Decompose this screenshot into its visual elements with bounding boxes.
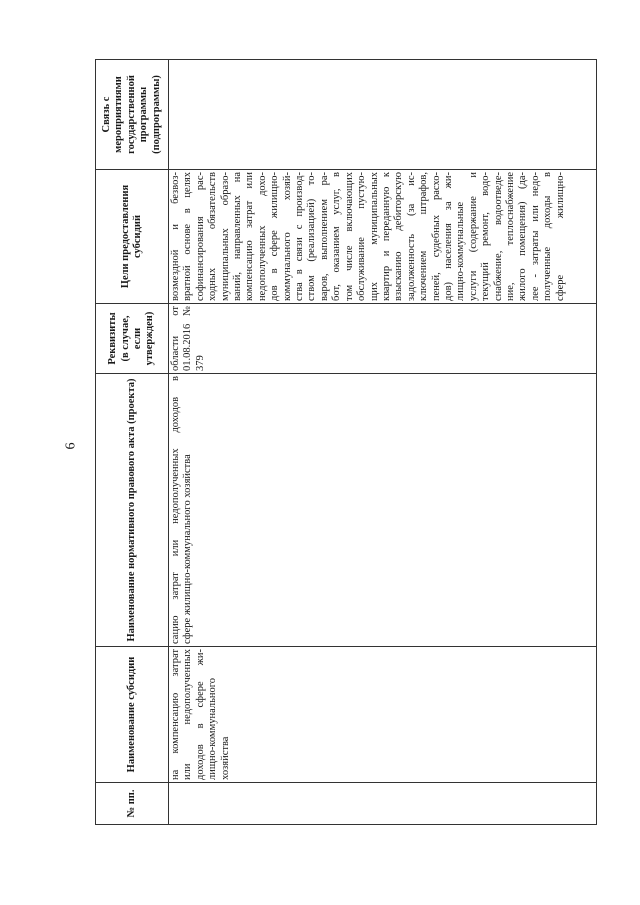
text-line: дов в сфере жилищно- [269, 172, 281, 301]
subsidies-table [95, 59, 597, 825]
text-line: недополученных дохо- [256, 172, 268, 301]
text-line: задолженность (за ис- [405, 172, 417, 301]
cell-link [169, 60, 597, 170]
text-line: доходов в сфере жи- [194, 649, 206, 780]
cell-act [169, 374, 597, 647]
text-line: муниципальных образо- [219, 172, 231, 301]
text-line: квартир и переданную к [380, 172, 392, 301]
text-line: 01.08.2016 № [182, 306, 194, 371]
text-line: лищно-коммунальные [455, 201, 467, 301]
text-line: услуги (содержание и [467, 172, 479, 301]
text-line: снабжение, водоотведе- [492, 172, 504, 301]
text-line: сфере жилищно-коммунального хозяйства [182, 454, 194, 644]
text-line: полученные доходы в [542, 172, 554, 301]
text-line: коммунального хозяй- [281, 172, 293, 301]
text-line: области от [170, 306, 181, 371]
text-line: щих муниципальных [368, 172, 380, 301]
text-line: ваний, направленных на [232, 172, 244, 301]
table-row [169, 60, 597, 825]
header-goals: Цели предоставления субсидий [96, 170, 169, 304]
rotated-page-content [95, 60, 597, 825]
text-line: 379 [194, 355, 206, 371]
text-line: ние, теплоснабжение [504, 172, 516, 301]
text-line: ходных обязательств [207, 172, 219, 301]
text-line: ством (реализацией) то- [306, 172, 318, 301]
goals-text [170, 172, 567, 301]
text-line: вратной основе в целях [182, 172, 194, 301]
cell-goals [169, 170, 597, 304]
text-line: варов, выполнением ра- [318, 172, 330, 301]
text-line: сфере жилищно- [554, 172, 566, 301]
text-line: текущий ремонт, водо- [480, 172, 492, 301]
table-header-row [96, 60, 169, 825]
act-name [170, 376, 195, 644]
text-line: софинансирования рас- [194, 172, 206, 301]
cell-requisites [169, 304, 597, 374]
text-line: на компенсацию затрат [170, 649, 181, 780]
text-line: ключением штрафов, [418, 172, 430, 301]
text-line: бот, оказанием услуг, в [331, 172, 343, 301]
text-line: жилого помещения) (да- [517, 172, 529, 301]
text-line: компенсацию затрат или [244, 172, 256, 301]
header-link: Связь с мероприятиями государственной программы (подпрограммы) [96, 60, 169, 170]
text-line: дов) населения за жи- [442, 172, 454, 301]
text-line: возмездной и безвоз- [170, 172, 181, 301]
text-line: хозяйства [219, 736, 231, 780]
text-line: или недополученных [182, 649, 194, 780]
header-num: № пп. [96, 783, 169, 825]
header-act: Наименование нормативного правового акта (проекта) [96, 374, 169, 647]
header-name: Наименование субсидии [96, 647, 169, 783]
text-line: сацию затрат или недополученных доходов в [170, 376, 181, 644]
cell-name [169, 647, 597, 783]
text-line: взысканию дебиторскую [393, 172, 405, 301]
text-line: ства в связи с производ- [294, 172, 306, 301]
page-number: 6 [63, 442, 79, 450]
text-line: том числе включающих [343, 172, 355, 301]
text-line: лее - затраты или недо- [529, 172, 541, 301]
subsidy-name [170, 649, 232, 780]
header-requisites: Реквизиты (в случае, если утвержден) [96, 304, 169, 374]
cell-num [169, 783, 597, 825]
text-line: лищно-коммунального [207, 677, 219, 780]
text-line: обслуживание пустую- [356, 172, 368, 301]
text-line: пеней, судебных расхо- [430, 172, 442, 301]
requisites-text [170, 306, 207, 371]
